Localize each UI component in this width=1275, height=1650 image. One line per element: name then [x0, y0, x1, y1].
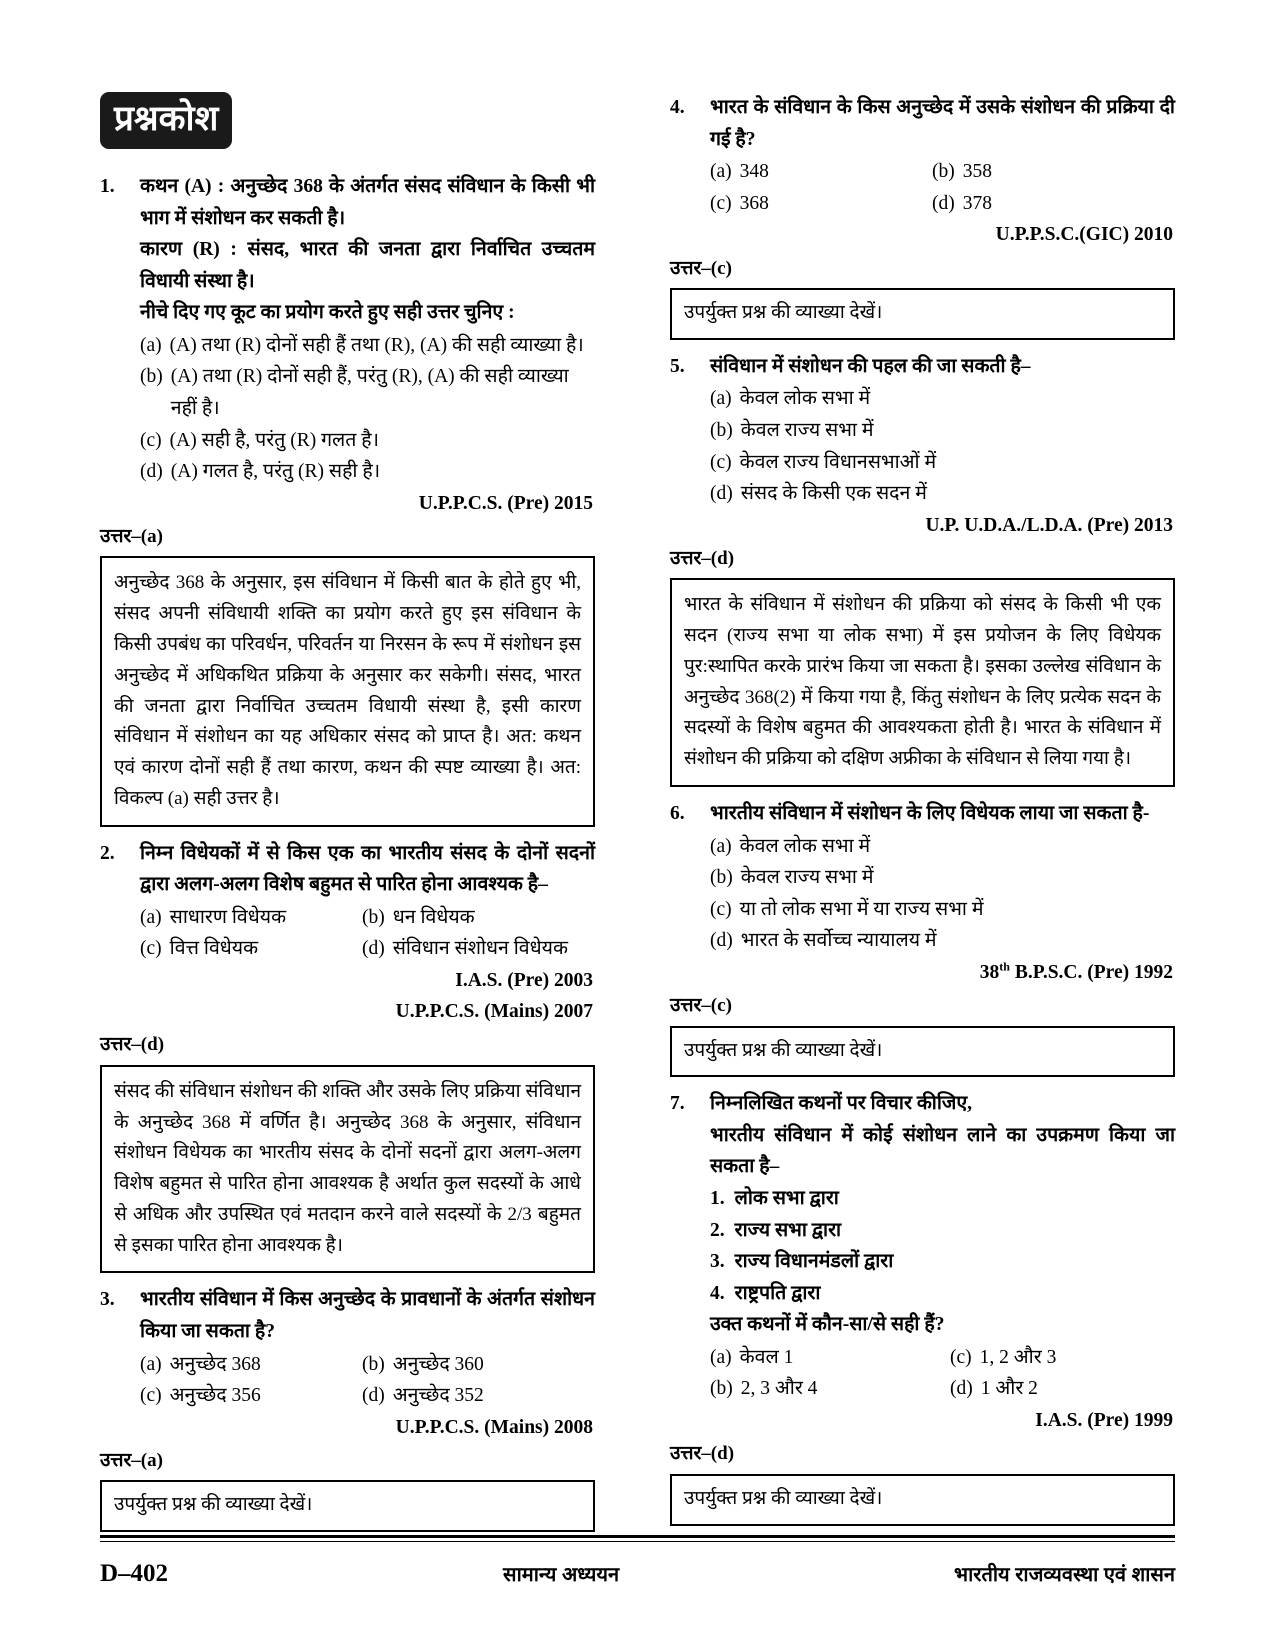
option-a[interactable]	[710, 1342, 932, 1374]
option-b-text: (A) तथा (R) दोनों सही हैं, परंतु (R), (A) की सही व्याख्या नहीं है।	[170, 366, 569, 420]
option-a-label: (a)	[710, 388, 732, 410]
question-block-3	[100, 1284, 595, 1532]
question-6-heading	[670, 798, 1175, 830]
option-d-text: संविधान संशोधन विधेयक	[392, 938, 568, 960]
option-c-text: या तो लोक सभा में या राज्य सभा में	[739, 898, 984, 920]
question-2-options	[140, 902, 595, 965]
option-b[interactable]	[710, 862, 1175, 894]
option-b-label: (b)	[362, 906, 385, 928]
option-d[interactable]	[140, 456, 595, 488]
option-b[interactable]	[140, 361, 595, 424]
question-1-number: 1.	[100, 176, 115, 197]
option-c-text: 1, 2 और 3	[979, 1346, 1057, 1368]
option-d[interactable]	[362, 933, 584, 965]
question-5-text: संविधान में संशोधन की पहल की जा सकती है–	[710, 355, 1031, 377]
option-b-text: 2, 3 और 4	[740, 1378, 818, 1400]
option-b[interactable]	[362, 902, 584, 934]
question-3-number: 3.	[100, 1289, 115, 1311]
option-c-label: (c)	[710, 898, 732, 920]
option-c-text: 368	[739, 192, 769, 214]
option-b[interactable]	[710, 1373, 932, 1405]
option-d-label: (d)	[140, 461, 163, 483]
question-2-answer: उत्तर–(d)	[100, 1034, 165, 1056]
footer-page-code: D–402	[100, 1560, 169, 1587]
question-5-explanation-text: भारत के संविधान में संशोधन की प्रक्रिया को संसद के किसी भी एक सदन (राज्य सभा या लोक सभा) में इस प्रयोजन के लिए विधेयक पुर:स्थापित करके प्रारंभ किया जा सकता है। इसका उल्लेख संविधान के अनुच्छेद 368(2) में किया गया है, किंतु संशोधन के लिए प्रत्येक सदन के सदस्यों के विशेष बहुमत की आवश्यकता होती है। भारत के संविधान में संशोधन की प्रक्रिया को दक्षिण अफ्रीका के संविधान से लिया गया है।	[684, 594, 1161, 770]
option-c[interactable]	[932, 1342, 1154, 1374]
question-1-subline-2: नीचे दिए गए कूट का प्रयोग करते हुए सही उत्तर चुनिए :	[140, 302, 515, 324]
option-d-text: संसद के किसी एक सदन में	[740, 483, 927, 505]
option-b-text: अनुच्छेद 360	[392, 1353, 484, 1375]
option-c-label: (c)	[140, 429, 162, 451]
option-a[interactable]	[140, 330, 595, 362]
question-block-1	[100, 171, 595, 827]
option-c[interactable]	[710, 447, 1175, 479]
option-a-text: (A) तथा (R) दोनों सही हैं तथा (R), (A) की सही व्याख्या है।	[169, 334, 584, 356]
option-b-label: (b)	[710, 419, 733, 441]
question-6-explanation-text: उपर्युक्त प्रश्न की व्याख्या देखें।	[684, 1039, 883, 1061]
option-b[interactable]	[710, 415, 1175, 447]
option-a[interactable]	[710, 831, 1175, 863]
option-b-label: (b)	[932, 161, 955, 183]
option-d-label: (d)	[950, 1378, 973, 1400]
question-3-source: U.P.P.C.S. (Mains) 2008	[395, 1416, 593, 1438]
option-c[interactable]	[710, 188, 932, 220]
option-b-text: 358	[962, 161, 992, 183]
statement-4	[710, 1278, 1175, 1310]
masthead-badge: प्रश्नकोश	[100, 92, 232, 149]
option-c-label: (c)	[140, 1385, 162, 1407]
question-5-options	[710, 383, 1175, 509]
option-b-label: (b)	[710, 867, 733, 889]
option-d-label: (d)	[710, 483, 733, 505]
question-2-explanation-text: संसद की संविधान संशोधन की शक्ति और उसके लिए प्रक्रिया संविधान के अनुच्छेद 368 में वर्णित है। अनुच्छेद 368 के अनुसार, संविधान संशोधन विधेयक का भारतीय संसद के दोनों सदनों द्वारा अलग-अलग विशेष बहुमत से पारित होना आवश्यक है अर्थात कुल सदस्यों के आधे से अधिक और उपस्थित एवं मतदान करने वाले सदस्यों के 2/3 बहुमत से इसका पारित होना आवश्यक है।	[114, 1080, 581, 1256]
question-4-answer: उत्तर–(c)	[670, 257, 732, 279]
option-d-text: अनुच्छेद 352	[392, 1385, 484, 1407]
option-c-text: वित्त विधेयक	[169, 938, 259, 960]
question-2-source-1: I.A.S. (Pre) 2003	[455, 969, 593, 991]
left-column	[100, 92, 605, 1543]
question-7-explanation-text: उपर्युक्त प्रश्न की व्याख्या देखें।	[684, 1487, 883, 1509]
option-a-label: (a)	[140, 906, 162, 928]
statement-2-number: 2.	[710, 1219, 725, 1241]
question-1-heading	[100, 171, 595, 234]
option-a-text: अनुच्छेद 368	[169, 1353, 261, 1375]
footer-chapter: भारतीय राजव्यवस्था एवं शासन	[954, 1564, 1175, 1586]
option-d[interactable]	[710, 925, 1175, 957]
footer-divider	[100, 1535, 1175, 1542]
question-block-5	[670, 351, 1175, 787]
question-1-explanation-box	[100, 556, 595, 826]
statement-3-text: राज्य विधानमंडलों द्वारा	[734, 1251, 894, 1273]
question-4-heading	[670, 92, 1175, 155]
option-d-label: (d)	[362, 938, 385, 960]
option-a-label: (a)	[710, 1346, 732, 1368]
question-5-heading	[670, 351, 1175, 383]
question-7-answer: उत्तर–(d)	[670, 1443, 735, 1465]
question-3-answer: उत्तर–(a)	[100, 1449, 163, 1471]
question-1-explanation-text: अनुच्छेद 368 के अनुसार, इस संविधान में किसी बात के होते हुए भी, संसद अपनी संविधायी शक्ति का प्रयोग करते हुए इस संविधान के किसी उपबंध का परिवर्धन, परिवर्तन या निरसन के रूप में संशोधन इस अनुच्छेद में अधिकथित प्रक्रिया के अनुसार कर सकेगी। संसद, भारत की जनता द्वारा निर्वाचित उच्चतम विधायी संस्था है, इसी कारण संविधान में संशोधन का यह अधिकार संसद को प्राप्त है। अत: कथन एवं कारण दोनों सही हैं तथा कारण, कथन की स्पष्ट व्याख्या है। अत: विकल्प (a) सही उत्तर है।	[114, 572, 581, 809]
option-a-label: (a)	[140, 1353, 162, 1375]
option-b-text: केवल राज्य सभा में	[740, 867, 874, 889]
question-7-number: 7.	[670, 1093, 685, 1115]
option-d[interactable]	[362, 1380, 584, 1412]
option-b[interactable]	[932, 156, 1154, 188]
question-1-options	[140, 330, 595, 488]
statement-4-number: 4.	[710, 1282, 725, 1304]
right-column	[670, 92, 1175, 1543]
option-b-label: (b)	[710, 1378, 733, 1400]
question-5-answer: उत्तर–(d)	[670, 547, 735, 569]
option-a-label: (a)	[710, 835, 732, 857]
question-1-answer: उत्तर–(a)	[100, 525, 163, 547]
option-c-text: (A) सही है, परंतु (R) गलत है।	[169, 429, 380, 451]
question-4-text: भारत के संविधान के किस अनुच्छेद में उसके संशोधन की प्रक्रिया दी गई है?	[710, 97, 1175, 150]
question-2-text: निम्न विधेयकों में से किस एक का भारतीय संसद के दोनों सदनों द्वारा अलग-अलग विशेष बहुमत से पारित होना आवश्यक है–	[140, 842, 595, 896]
question-7-text: निम्नलिखित कथनों पर विचार कीजिए,	[710, 1093, 973, 1115]
question-3-heading	[100, 1284, 595, 1347]
option-c[interactable]	[710, 894, 1175, 926]
question-3-explanation-box	[100, 1480, 595, 1532]
statement-1-number: 1.	[710, 1188, 725, 1210]
option-d-label: (d)	[362, 1385, 385, 1407]
question-2-explanation-box	[100, 1065, 595, 1274]
question-4-source: U.P.P.S.C.(GIC) 2010	[995, 224, 1173, 246]
question-2-number: 2.	[100, 842, 115, 864]
question-5-source: U.P. U.D.A./L.D.A. (Pre) 2013	[925, 514, 1173, 536]
question-4-number: 4.	[670, 97, 685, 118]
option-b-text: धन विधेयक	[392, 906, 475, 928]
option-row-cd	[140, 1380, 595, 1412]
question-6-source-text: 38th B.P.S.C. (Pre) 1992	[979, 959, 1173, 983]
option-d-text: 1 और 2	[980, 1378, 1038, 1400]
option-row-ac	[710, 1342, 1175, 1374]
question-6-answer: उत्तर–(c)	[670, 995, 732, 1017]
option-d[interactable]	[932, 188, 1154, 220]
question-block-2	[100, 838, 595, 1274]
statement-3-number: 3.	[710, 1251, 725, 1273]
option-a-text: केवल लोक सभा में	[739, 835, 871, 857]
option-a-label: (a)	[710, 161, 732, 183]
option-d-text: (A) गलत है, परंतु (R) सही है।	[170, 461, 381, 483]
question-4-explanation-box	[670, 288, 1175, 340]
question-4-options	[710, 156, 1175, 219]
option-d[interactable]	[710, 478, 1175, 510]
question-3-text: भारतीय संविधान में किस अनुच्छेद के प्रावधानों के अंतर्गत संशोधन किया जा सकता है?	[140, 1289, 595, 1342]
option-row-bd	[710, 1373, 1175, 1405]
option-c[interactable]	[140, 1380, 362, 1412]
question-6-text: भारतीय संविधान में संशोधन के लिए विधेयक लाया जा सकता है-	[710, 802, 1150, 824]
question-5-explanation-box	[670, 578, 1175, 787]
option-d-label: (d)	[710, 930, 733, 952]
option-row-ab	[710, 156, 1175, 188]
question-1-subline-1: कारण (R) : संसद, भारत की जनता द्वारा निर्वाचित उच्चतम विधायी संस्था है।	[140, 239, 595, 292]
question-6-explanation-box	[670, 1026, 1175, 1078]
question-7-heading	[670, 1088, 1175, 1120]
option-c[interactable]	[140, 425, 595, 457]
option-c-label: (c)	[140, 938, 162, 960]
option-c-text: अनुच्छेद 356	[169, 1385, 261, 1407]
two-column-layout	[100, 92, 1175, 1543]
question-3-options	[140, 1349, 595, 1412]
statement-2	[710, 1215, 1175, 1247]
option-c[interactable]	[140, 933, 362, 965]
question-7-source: I.A.S. (Pre) 1999	[1035, 1410, 1173, 1432]
question-2-source-2: U.P.P.C.S. (Mains) 2007	[395, 1001, 593, 1023]
question-7-subline-1: भारतीय संविधान में कोई संशोधन लाने का उपक्रमण किया जा सकता है–	[710, 1124, 1175, 1178]
question-block-7	[670, 1088, 1175, 1525]
question-6-number: 6.	[670, 802, 685, 824]
question-block-4	[670, 92, 1175, 340]
option-d-label: (d)	[932, 192, 955, 214]
question-block-6	[670, 798, 1175, 1077]
question-7-statement-prompt: उक्त कथनों में कौन-सा/से सही हैं?	[710, 1314, 945, 1336]
option-a[interactable]	[710, 156, 932, 188]
question-4-explanation-text: उपर्युक्त प्रश्न की व्याख्या देखें।	[684, 302, 883, 323]
statement-2-text: राज्य सभा द्वारा	[734, 1219, 842, 1241]
option-c-label: (c)	[710, 451, 732, 473]
statement-4-text: राष्ट्रपति द्वारा	[734, 1282, 821, 1304]
option-a-text: साधारण विधेयक	[169, 906, 287, 928]
question-7-options	[710, 1342, 1175, 1405]
option-a-text: केवल 1	[739, 1346, 794, 1368]
option-d-text: भारत के सर्वोच्च न्यायालय में	[740, 930, 937, 952]
option-b[interactable]	[362, 1349, 584, 1381]
question-6-options	[710, 831, 1175, 957]
option-row-ab	[140, 1349, 595, 1381]
question-2-heading	[100, 838, 595, 901]
option-a[interactable]	[710, 383, 1175, 415]
question-1-source: U.P.P.C.S. (Pre) 2015	[418, 492, 593, 514]
statement-1	[710, 1183, 1175, 1215]
question-7-explanation-box	[670, 1474, 1175, 1526]
option-a[interactable]	[140, 902, 362, 934]
option-b-label: (b)	[362, 1353, 385, 1375]
option-c-label: (c)	[710, 192, 732, 214]
option-row-ab	[140, 902, 595, 934]
option-c-text: केवल राज्य विधानसभाओं में	[739, 451, 937, 473]
option-a-label: (a)	[140, 334, 162, 356]
question-7-statements	[710, 1183, 1175, 1309]
option-d[interactable]	[932, 1373, 1154, 1405]
option-a-text: केवल लोक सभा में	[739, 388, 871, 410]
option-b-text: केवल राज्य सभा में	[740, 419, 874, 441]
option-a-text: 348	[739, 161, 769, 183]
option-b-label: (b)	[140, 366, 163, 388]
option-a[interactable]	[140, 1349, 362, 1381]
footer-subject: सामान्य अध्ययन	[503, 1564, 620, 1586]
option-d-text: 378	[962, 192, 992, 214]
page-footer	[100, 1560, 1175, 1588]
option-row-cd	[140, 933, 595, 965]
question-1-text: कथन (A) : अनुच्छेद 368 के अंतर्गत संसद संविधान के किसी भी भाग में संशोधन कर सकती है।	[140, 176, 595, 229]
option-row-cd	[710, 188, 1175, 220]
question-6-source	[670, 957, 1175, 988]
statement-1-text: लोक सभा द्वारा	[734, 1188, 839, 1210]
question-5-number: 5.	[670, 355, 685, 377]
statement-3	[710, 1246, 1175, 1278]
option-c-label: (c)	[950, 1346, 972, 1368]
question-3-explanation-text: उपर्युक्त प्रश्न की व्याख्या देखें।	[114, 1494, 313, 1516]
